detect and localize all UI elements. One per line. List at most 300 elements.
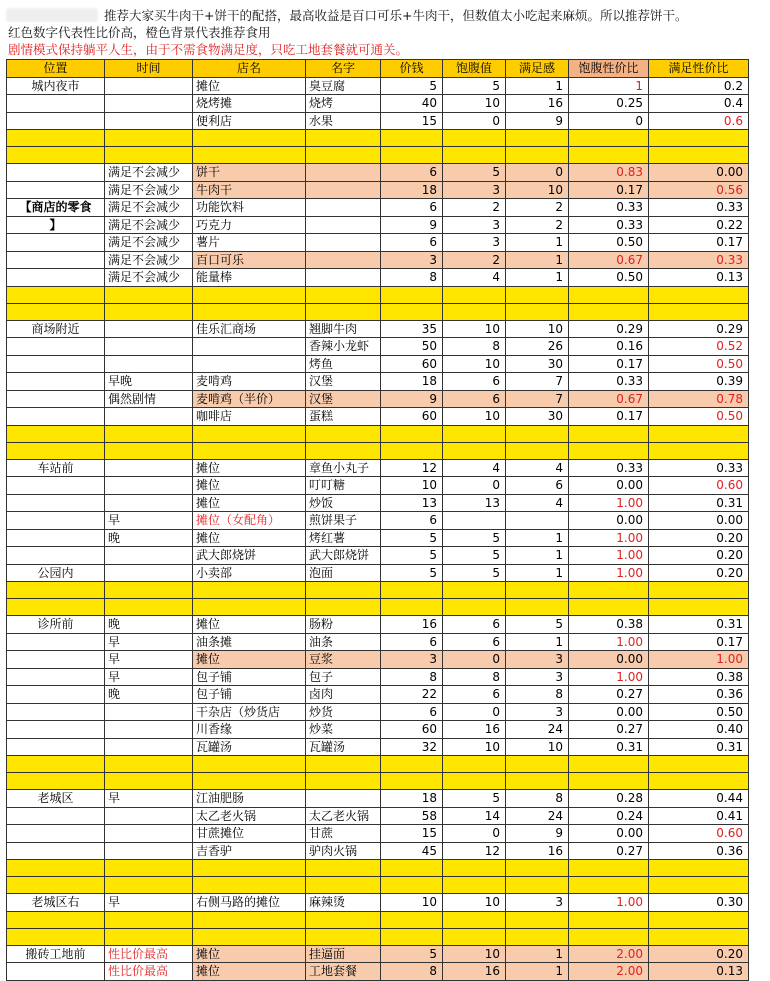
col-name-cell: 香辣小龙虾 [306,338,381,356]
col-satiety-cell: 0 [443,825,506,843]
separator-cell [7,599,105,616]
col-name-cell: 叮叮糖 [306,477,381,495]
separator-cell [193,860,306,877]
col-satisfaction-cell: 4 [506,494,569,512]
col-shop-header: 店名 [193,60,306,78]
col-location-cell: 车站前 [7,459,105,477]
separator-cell [105,928,193,945]
separator-cell [506,442,569,459]
separator-cell [506,773,569,790]
col-location-cell [7,807,105,825]
col-name-cell: 烤红薯 [306,529,381,547]
table-row [7,408,749,426]
col-name-cell: 甘蔗 [306,825,381,843]
separator-row [7,303,749,320]
col-shop-cell: 摊位 [193,459,306,477]
col-satiety-value-cell: 0.67 [569,251,649,269]
col-satisfaction-cell: 6 [506,477,569,495]
col-location-cell [7,703,105,721]
col-satisfaction-cell: 0 [506,164,569,182]
col-shop-cell: 甘蔗摊位 [193,825,306,843]
col-satisfaction-cell: 1 [506,963,569,981]
col-satiety-value-cell: 0.17 [569,408,649,426]
col-satisfaction-value-cell: 0.20 [649,547,749,565]
table-row [7,77,749,95]
col-satisfaction-cell: 2 [506,199,569,217]
col-satiety-cell: 16 [443,963,506,981]
col-shop-cell: 咖啡店 [193,408,306,426]
col-satiety-value-cell: 0.33 [569,459,649,477]
col-name-cell: 武大郎烧饼 [306,547,381,565]
notes-area [0,0,770,60]
col-time-cell [105,77,193,95]
separator-cell [306,773,381,790]
col-satiety-value-cell: 0.00 [569,512,649,530]
col-name-cell: 包子 [306,668,381,686]
col-shop-cell: 便利店 [193,112,306,130]
col-time-cell: 满足不会减少 [105,181,193,199]
col-shop-cell: 右侧马路的摊位 [193,894,306,912]
separator-cell [193,756,306,773]
col-price-cell: 22 [381,686,443,704]
col-shop-cell: 吉香驴 [193,842,306,860]
separator-cell [7,773,105,790]
col-name-cell: 肠粉 [306,616,381,634]
col-time-cell: 晚 [105,529,193,547]
col-location-cell: 【商店的零食 [7,199,105,217]
col-satiety-value-cell: 1.00 [569,633,649,651]
separator-cell [649,860,749,877]
table-row [7,616,749,634]
separator-cell [105,773,193,790]
col-satisfaction-cell: 1 [506,529,569,547]
table-row [7,269,749,287]
col-satisfaction-value-cell: 0.50 [649,703,749,721]
col-satiety-cell: 0 [443,477,506,495]
col-satiety-value-cell: 0 [569,112,649,130]
col-shop-cell: 烧烤摊 [193,95,306,113]
col-price-cell: 9 [381,216,443,234]
col-price-cell: 8 [381,668,443,686]
separator-cell [443,860,506,877]
col-price-cell: 6 [381,164,443,182]
separator-row [7,147,749,164]
col-location-cell [7,355,105,373]
col-time-cell [105,355,193,373]
separator-cell [381,928,443,945]
separator-cell [381,877,443,894]
col-price-cell: 5 [381,945,443,963]
separator-cell [381,582,443,599]
separator-cell [105,911,193,928]
separator-cell [381,756,443,773]
col-time-cell [105,564,193,582]
separator-cell [7,286,105,303]
col-satisfaction-cell: 9 [506,112,569,130]
col-shop-cell: 摊位 [193,477,306,495]
col-location-cell [7,686,105,704]
col-satisfaction-value-cell: 0.20 [649,529,749,547]
separator-cell [381,599,443,616]
col-satiety-cell: 10 [443,95,506,113]
separator-cell [649,911,749,928]
separator-row [7,582,749,599]
separator-cell [306,756,381,773]
separator-cell [649,303,749,320]
table-row [7,320,749,338]
col-satiety-value-cell: 0.29 [569,320,649,338]
separator-cell [443,911,506,928]
col-satiety-cell: 10 [443,738,506,756]
col-satisfaction-cell: 7 [506,390,569,408]
col-price-cell: 5 [381,547,443,565]
col-satisfaction-cell: 8 [506,686,569,704]
col-price-cell: 6 [381,633,443,651]
separator-cell [443,286,506,303]
table-row [7,825,749,843]
col-satisfaction-cell: 5 [506,616,569,634]
col-price-cell: 5 [381,77,443,95]
table-row [7,894,749,912]
table-row [7,459,749,477]
col-name-cell [306,216,381,234]
col-time-cell: 满足不会减少 [105,234,193,252]
col-name-cell: 豆浆 [306,651,381,669]
col-satisfaction-cell: 9 [506,825,569,843]
col-satisfaction-value-cell: 0.50 [649,355,749,373]
col-time-cell: 晚 [105,616,193,634]
separator-cell [443,442,506,459]
separator-cell [649,442,749,459]
col-satisfaction-cell: 26 [506,338,569,356]
col-name-cell [306,199,381,217]
col-satisfaction-value-cell: 0.13 [649,269,749,287]
col-time-cell: 早 [105,668,193,686]
table-row [7,738,749,756]
table-row [7,790,749,808]
col-satiety-cell: 4 [443,459,506,477]
col-satisfaction-cell: 24 [506,721,569,739]
separator-cell [105,303,193,320]
separator-cell [381,303,443,320]
col-name-cell: 工地套餐 [306,963,381,981]
separator-cell [105,599,193,616]
col-satiety-cell: 10 [443,894,506,912]
col-price-cell: 5 [381,564,443,582]
col-satiety-value-cell: 0.27 [569,686,649,704]
col-location-cell [7,825,105,843]
col-price-cell: 3 [381,651,443,669]
col-shop-cell: 江油肥肠 [193,790,306,808]
col-satiety-value-cell: 1.00 [569,494,649,512]
col-satiety-cell: 3 [443,234,506,252]
separator-cell [306,911,381,928]
col-price-cell: 8 [381,963,443,981]
col-location-cell: 搬砖工地前 [7,945,105,963]
col-price-cell: 50 [381,338,443,356]
col-satisfaction-value-cell: 1.00 [649,651,749,669]
col-satiety-value-cell: 0.16 [569,338,649,356]
col-name-cell: 炒货 [306,703,381,721]
separator-cell [7,860,105,877]
separator-row [7,286,749,303]
col-satisfaction-value-header: 满足性价比 [649,60,749,78]
col-name-cell: 瓦罐汤 [306,738,381,756]
col-time-cell [105,320,193,338]
col-satiety-cell: 3 [443,181,506,199]
separator-cell [569,911,649,928]
col-time-cell: 早 [105,790,193,808]
col-satiety-cell: 10 [443,408,506,426]
separator-cell [7,928,105,945]
col-satiety-cell: 5 [443,790,506,808]
col-shop-cell: 摊位 [193,494,306,512]
table-row [7,95,749,113]
table-row [7,963,749,981]
col-location-cell: 老城区 [7,790,105,808]
col-price-cell: 8 [381,269,443,287]
col-time-cell: 偶然剧情 [105,390,193,408]
col-location-cell [7,963,105,981]
col-name-cell [306,181,381,199]
col-price-cell: 18 [381,790,443,808]
col-time-cell [105,703,193,721]
col-satiety-value-cell: 0.33 [569,373,649,391]
separator-cell [7,756,105,773]
col-shop-cell: 饼干 [193,164,306,182]
col-price-cell: 40 [381,95,443,113]
col-satiety-value-cell: 0.50 [569,234,649,252]
table-row [7,164,749,182]
col-satiety-cell: 6 [443,633,506,651]
col-location-cell [7,651,105,669]
col-satisfaction-value-cell: 0.33 [649,199,749,217]
separator-cell [306,928,381,945]
col-satisfaction-cell: 1 [506,945,569,963]
col-shop-cell: 功能饮料 [193,199,306,217]
col-shop-cell: 瓦罐汤 [193,738,306,756]
col-satisfaction-value-cell: 0.41 [649,807,749,825]
col-shop-cell: 摊位 [193,963,306,981]
col-time-cell [105,494,193,512]
table-row [7,512,749,530]
col-shop-cell: 麦啃鸡（半价） [193,390,306,408]
separator-cell [443,773,506,790]
col-satisfaction-cell: 3 [506,651,569,669]
col-satisfaction-value-cell: 0.44 [649,790,749,808]
col-price-cell: 16 [381,616,443,634]
separator-cell [306,303,381,320]
col-satisfaction-value-cell: 0.20 [649,564,749,582]
col-price-cell: 60 [381,721,443,739]
col-satisfaction-cell: 1 [506,547,569,565]
col-satisfaction-cell: 1 [506,633,569,651]
col-price-cell: 18 [381,373,443,391]
separator-row [7,877,749,894]
col-satiety-cell: 12 [443,842,506,860]
separator-cell [443,599,506,616]
col-price-cell: 3 [381,251,443,269]
col-satiety-cell: 10 [443,355,506,373]
separator-cell [569,286,649,303]
separator-cell [506,286,569,303]
col-location-cell [7,338,105,356]
col-shop-cell: 包子铺 [193,686,306,704]
col-satisfaction-value-cell: 0.20 [649,945,749,963]
col-satisfaction-cell: 4 [506,459,569,477]
table-row [7,199,749,217]
col-location-cell [7,112,105,130]
separator-cell [506,599,569,616]
col-name-cell: 煎饼果子 [306,512,381,530]
col-satisfaction-cell: 30 [506,408,569,426]
col-satisfaction-value-cell: 0.33 [649,251,749,269]
col-name-cell: 臭豆腐 [306,77,381,95]
col-time-cell: 满足不会减少 [105,164,193,182]
col-location-cell: 城内夜市 [7,77,105,95]
col-satiety-value-cell: 0.50 [569,269,649,287]
col-time-cell: 早 [105,633,193,651]
col-satisfaction-cell: 1 [506,269,569,287]
col-satiety-value-cell: 0.27 [569,842,649,860]
col-shop-cell: 巧克力 [193,216,306,234]
separator-cell [506,756,569,773]
table-row [7,945,749,963]
separator-cell [7,582,105,599]
col-satisfaction-cell [506,512,569,530]
col-satisfaction-value-cell: 0.6 [649,112,749,130]
col-satiety-value-cell: 2.00 [569,945,649,963]
col-time-cell [105,721,193,739]
col-satiety-cell: 5 [443,564,506,582]
table-row [7,633,749,651]
separator-cell [105,860,193,877]
col-shop-cell: 摊位 [193,529,306,547]
table-row [7,477,749,495]
col-satisfaction-cell: 16 [506,95,569,113]
col-satisfaction-cell: 24 [506,807,569,825]
col-shop-cell: 薯片 [193,234,306,252]
col-location-cell [7,494,105,512]
col-location-header: 位置 [7,60,105,78]
col-time-cell [105,842,193,860]
separator-cell [649,286,749,303]
separator-cell [381,286,443,303]
col-name-cell: 水果 [306,112,381,130]
separator-cell [443,303,506,320]
separator-cell [381,860,443,877]
separator-cell [7,303,105,320]
col-satisfaction-value-cell: 0.60 [649,477,749,495]
separator-cell [443,147,506,164]
col-satiety-value-header: 饱腹性价比 [569,60,649,78]
separator-cell [193,425,306,442]
separator-cell [7,911,105,928]
col-location-cell [7,234,105,252]
separator-cell [649,425,749,442]
separator-cell [506,928,569,945]
col-location-cell [7,408,105,426]
col-shop-cell: 摊位 [193,77,306,95]
col-time-cell [105,547,193,565]
col-satisfaction-cell: 7 [506,373,569,391]
col-time-cell [105,825,193,843]
col-satiety-cell: 16 [443,721,506,739]
col-shop-cell [193,355,306,373]
col-price-cell: 6 [381,512,443,530]
col-satiety-cell: 5 [443,164,506,182]
col-price-cell: 58 [381,807,443,825]
separator-cell [7,147,105,164]
col-satisfaction-cell: 2 [506,216,569,234]
col-satisfaction-cell: 3 [506,894,569,912]
col-price-cell: 15 [381,112,443,130]
col-satisfaction-value-cell: 0.17 [649,234,749,252]
col-price-header: 价钱 [381,60,443,78]
col-price-cell: 9 [381,390,443,408]
col-time-cell: 性比价最高 [105,945,193,963]
col-satisfaction-value-cell: 0.17 [649,633,749,651]
col-shop-cell: 能量棒 [193,269,306,287]
separator-cell [443,877,506,894]
col-location-cell: 老城区右 [7,894,105,912]
col-satisfaction-value-cell: 0.36 [649,686,749,704]
col-location-cell [7,529,105,547]
table-row [7,494,749,512]
col-price-cell: 18 [381,181,443,199]
col-name-cell [306,790,381,808]
col-satisfaction-cell: 10 [506,320,569,338]
col-time-cell [105,338,193,356]
col-satisfaction-cell: 3 [506,703,569,721]
col-time-cell [105,408,193,426]
separator-row [7,130,749,147]
col-satiety-cell: 13 [443,494,506,512]
blurred-watermark [6,8,98,22]
col-satisfaction-cell: 16 [506,842,569,860]
table-row [7,842,749,860]
table-row [7,355,749,373]
header-row [7,60,749,78]
separator-cell [306,147,381,164]
col-shop-cell: 太乙老火锅 [193,807,306,825]
col-name-cell: 炒饭 [306,494,381,512]
separator-cell [506,147,569,164]
col-name-cell [306,234,381,252]
col-satisfaction-value-cell: 0.00 [649,512,749,530]
table-row [7,529,749,547]
separator-cell [193,773,306,790]
separator-cell [381,147,443,164]
col-price-cell: 35 [381,320,443,338]
col-name-cell: 泡面 [306,564,381,582]
col-location-cell: 公园内 [7,564,105,582]
col-satiety-cell: 6 [443,616,506,634]
separator-cell [381,425,443,442]
table-row [7,181,749,199]
table-row [7,668,749,686]
col-shop-cell: 百口可乐 [193,251,306,269]
col-shop-cell: 川香缘 [193,721,306,739]
separator-cell [381,442,443,459]
separator-cell [569,442,649,459]
col-satisfaction-value-cell: 0.30 [649,894,749,912]
col-location-cell [7,477,105,495]
col-satiety-value-cell: 0.38 [569,616,649,634]
table-row [7,390,749,408]
col-price-cell: 6 [381,234,443,252]
separator-cell [443,130,506,147]
